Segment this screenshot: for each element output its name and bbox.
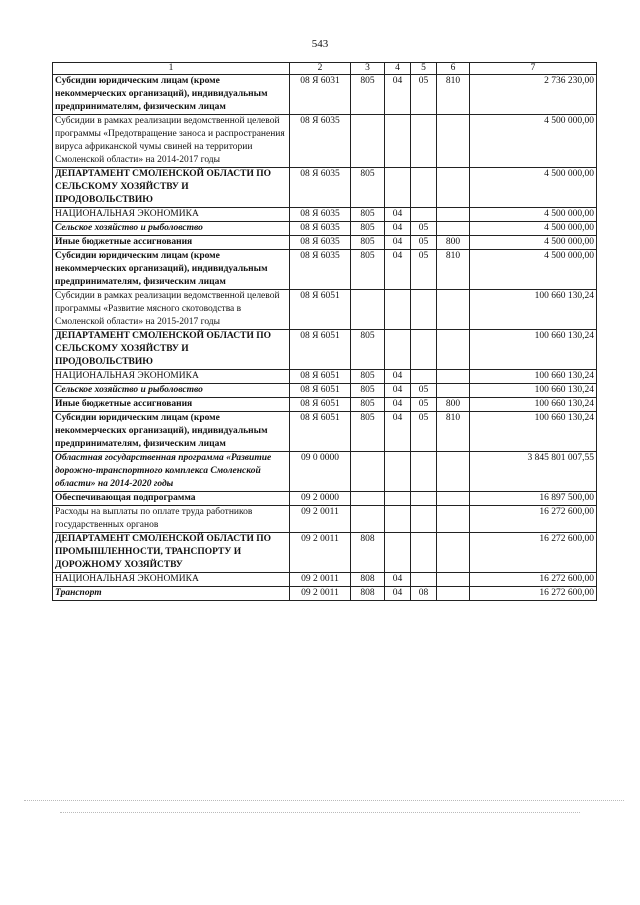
row-gr-code: 805	[351, 250, 385, 290]
row-pr-code	[411, 506, 437, 533]
header-cell: 6	[437, 63, 470, 75]
row-rz-code: 04	[385, 573, 411, 587]
row-vr-code	[437, 533, 470, 573]
row-gr-code: 805	[351, 236, 385, 250]
row-rz-code	[385, 533, 411, 573]
row-sum: 2 736 230,00	[470, 75, 597, 115]
row-gr-code: 805	[351, 370, 385, 384]
row-pr-code: 05	[411, 412, 437, 452]
row-rz-code: 04	[385, 398, 411, 412]
row-csr-code: 08 Я 6035	[290, 115, 351, 168]
table-row	[53, 452, 597, 492]
row-rz-code: 04	[385, 587, 411, 601]
row-pr-code	[411, 573, 437, 587]
row-name: Расходы на выплаты по оплате труда работников государственных органов	[53, 506, 290, 533]
row-vr-code	[437, 222, 470, 236]
row-sum: 100 660 130,24	[470, 412, 597, 452]
row-csr-code: 08 Я 6051	[290, 412, 351, 452]
row-gr-code: 805	[351, 222, 385, 236]
row-sum: 16 272 600,00	[470, 506, 597, 533]
table-row	[53, 208, 597, 222]
row-name: Обеспечивающая подпрограмма	[53, 492, 290, 506]
row-name: Субсидии юридическим лицам (кроме некоммерческих организаций), индивидуальным предпринимателям, физическим лицам	[53, 75, 290, 115]
table-row	[53, 533, 597, 573]
row-csr-code: 08 Я 6051	[290, 290, 351, 330]
row-sum: 4 500 000,00	[470, 250, 597, 290]
row-csr-code: 08 Я 6051	[290, 398, 351, 412]
header-cell: 7	[470, 63, 597, 75]
scan-artifact	[24, 800, 624, 801]
row-rz-code	[385, 492, 411, 506]
row-rz-code: 04	[385, 236, 411, 250]
row-csr-code: 09 2 0000	[290, 492, 351, 506]
table-row	[53, 115, 597, 168]
row-pr-code: 05	[411, 236, 437, 250]
row-pr-code	[411, 208, 437, 222]
row-rz-code	[385, 330, 411, 370]
row-vr-code: 810	[437, 412, 470, 452]
row-gr-code: 805	[351, 75, 385, 115]
row-rz-code	[385, 115, 411, 168]
row-sum: 100 660 130,24	[470, 290, 597, 330]
row-name: Сельское хозяйство и рыболовство	[53, 384, 290, 398]
header-cell: 2	[290, 63, 351, 75]
scan-artifact	[60, 812, 580, 813]
page-number: 543	[311, 38, 329, 50]
row-pr-code: 05	[411, 250, 437, 290]
row-rz-code: 04	[385, 208, 411, 222]
row-sum: 100 660 130,24	[470, 370, 597, 384]
row-sum: 16 272 600,00	[470, 533, 597, 573]
row-pr-code	[411, 290, 437, 330]
row-sum: 16 897 500,00	[470, 492, 597, 506]
row-rz-code	[385, 506, 411, 533]
row-sum: 4 500 000,00	[470, 115, 597, 168]
row-csr-code: 08 Я 6035	[290, 168, 351, 208]
row-gr-code	[351, 452, 385, 492]
row-vr-code	[437, 290, 470, 330]
row-gr-code: 805	[351, 168, 385, 208]
row-name: ДЕПАРТАМЕНТ СМОЛЕНСКОЙ ОБЛАСТИ ПО СЕЛЬСКОМУ ХОЗЯЙСТВУ И ПРОДОВОЛЬСТВИЮ	[53, 330, 290, 370]
row-sum: 3 845 801 007,55	[470, 452, 597, 492]
table-row	[53, 236, 597, 250]
row-sum: 16 272 600,00	[470, 573, 597, 587]
row-rz-code	[385, 290, 411, 330]
row-csr-code: 08 Я 6051	[290, 330, 351, 370]
row-gr-code: 805	[351, 412, 385, 452]
row-sum: 4 500 000,00	[470, 208, 597, 222]
row-pr-code	[411, 533, 437, 573]
row-gr-code: 808	[351, 587, 385, 601]
budget-table	[52, 62, 597, 601]
row-gr-code: 805	[351, 398, 385, 412]
table-row	[53, 168, 597, 208]
row-vr-code	[437, 492, 470, 506]
row-pr-code: 05	[411, 398, 437, 412]
row-rz-code: 04	[385, 370, 411, 384]
row-name: ДЕПАРТАМЕНТ СМОЛЕНСКОЙ ОБЛАСТИ ПО СЕЛЬСКОМУ ХОЗЯЙСТВУ И ПРОДОВОЛЬСТВИЮ	[53, 168, 290, 208]
row-name: НАЦИОНАЛЬНАЯ ЭКОНОМИКА	[53, 573, 290, 587]
row-vr-code	[437, 370, 470, 384]
table-row	[53, 384, 597, 398]
row-csr-code: 08 Я 6035	[290, 222, 351, 236]
header-cell: 3	[351, 63, 385, 75]
row-sum: 100 660 130,24	[470, 398, 597, 412]
row-csr-code: 09 2 0011	[290, 573, 351, 587]
row-name: НАЦИОНАЛЬНАЯ ЭКОНОМИКА	[53, 208, 290, 222]
table-row	[53, 330, 597, 370]
row-vr-code	[437, 168, 470, 208]
row-name: Субсидии юридическим лицам (кроме некоммерческих организаций), индивидуальным предпринимателям, физическим лицам	[53, 412, 290, 452]
row-rz-code: 04	[385, 222, 411, 236]
row-vr-code: 810	[437, 75, 470, 115]
row-sum: 4 500 000,00	[470, 168, 597, 208]
row-sum: 4 500 000,00	[470, 236, 597, 250]
row-gr-code: 808	[351, 533, 385, 573]
row-pr-code: 08	[411, 587, 437, 601]
row-gr-code	[351, 492, 385, 506]
row-vr-code: 800	[437, 398, 470, 412]
row-pr-code	[411, 168, 437, 208]
row-pr-code: 05	[411, 384, 437, 398]
table-row	[53, 370, 597, 384]
row-name: Субсидии юридическим лицам (кроме некоммерческих организаций), индивидуальным предпринимателям, физическим лицам	[53, 250, 290, 290]
row-name: Областная государственная программа «Развитие дорожно-транспортного комплекса Смоленской области» на 2014-2020 годы	[53, 452, 290, 492]
row-name: НАЦИОНАЛЬНАЯ ЭКОНОМИКА	[53, 370, 290, 384]
row-pr-code	[411, 115, 437, 168]
table-header-row	[53, 63, 597, 75]
row-gr-code	[351, 290, 385, 330]
row-vr-code	[437, 208, 470, 222]
row-rz-code: 04	[385, 250, 411, 290]
row-gr-code	[351, 506, 385, 533]
row-pr-code	[411, 492, 437, 506]
row-vr-code	[437, 330, 470, 370]
row-name: Субсидии в рамках реализации ведомственной целевой программы «Развитие мясного скотоводства в Смоленской области» на 2015-2017 годы	[53, 290, 290, 330]
row-vr-code	[437, 452, 470, 492]
table-row	[53, 587, 597, 601]
row-pr-code	[411, 452, 437, 492]
row-csr-code: 08 Я 6051	[290, 370, 351, 384]
row-vr-code	[437, 587, 470, 601]
row-rz-code	[385, 452, 411, 492]
row-sum: 4 500 000,00	[470, 222, 597, 236]
row-vr-code: 810	[437, 250, 470, 290]
table-row	[53, 290, 597, 330]
row-csr-code: 09 0 0000	[290, 452, 351, 492]
row-name: ДЕПАРТАМЕНТ СМОЛЕНСКОЙ ОБЛАСТИ ПО ПРОМЫШЛЕННОСТИ, ТРАНСПОРТУ И ДОРОЖНОМУ ХОЗЯЙСТВУ	[53, 533, 290, 573]
row-name: Транспорт	[53, 587, 290, 601]
row-gr-code: 805	[351, 330, 385, 370]
row-vr-code	[437, 573, 470, 587]
row-name: Иные бюджетные ассигнования	[53, 398, 290, 412]
row-csr-code: 09 2 0011	[290, 506, 351, 533]
row-vr-code	[437, 506, 470, 533]
row-rz-code: 04	[385, 412, 411, 452]
row-csr-code: 08 Я 6035	[290, 208, 351, 222]
row-name: Субсидии в рамках реализации ведомственной целевой программы «Предотвращение заноса и распространения вируса африканской чумы свиней на территории Смоленской области» на 2014-2017 годы	[53, 115, 290, 168]
row-rz-code	[385, 168, 411, 208]
header-cell: 1	[53, 63, 290, 75]
row-gr-code: 805	[351, 384, 385, 398]
row-csr-code: 09 2 0011	[290, 587, 351, 601]
row-vr-code	[437, 384, 470, 398]
header-cell: 5	[411, 63, 437, 75]
table-row	[53, 492, 597, 506]
header-cell: 4	[385, 63, 411, 75]
row-vr-code	[437, 115, 470, 168]
row-csr-code: 08 Я 6031	[290, 75, 351, 115]
row-csr-code: 09 2 0011	[290, 533, 351, 573]
row-name: Сельское хозяйство и рыболовство	[53, 222, 290, 236]
row-csr-code: 08 Я 6035	[290, 250, 351, 290]
row-sum: 100 660 130,24	[470, 330, 597, 370]
row-name: Иные бюджетные ассигнования	[53, 236, 290, 250]
table-row	[53, 398, 597, 412]
table-row	[53, 222, 597, 236]
row-vr-code: 800	[437, 236, 470, 250]
table-row	[53, 75, 597, 115]
table-row	[53, 506, 597, 533]
row-rz-code: 04	[385, 384, 411, 398]
row-gr-code: 805	[351, 208, 385, 222]
row-gr-code: 808	[351, 573, 385, 587]
row-gr-code	[351, 115, 385, 168]
row-pr-code: 05	[411, 75, 437, 115]
row-sum: 100 660 130,24	[470, 384, 597, 398]
row-csr-code: 08 Я 6051	[290, 384, 351, 398]
row-pr-code	[411, 370, 437, 384]
table-row	[53, 412, 597, 452]
row-sum: 16 272 600,00	[470, 587, 597, 601]
table-row	[53, 250, 597, 290]
row-pr-code: 05	[411, 222, 437, 236]
table-row	[53, 573, 597, 587]
row-csr-code: 08 Я 6035	[290, 236, 351, 250]
row-pr-code	[411, 330, 437, 370]
row-rz-code: 04	[385, 75, 411, 115]
